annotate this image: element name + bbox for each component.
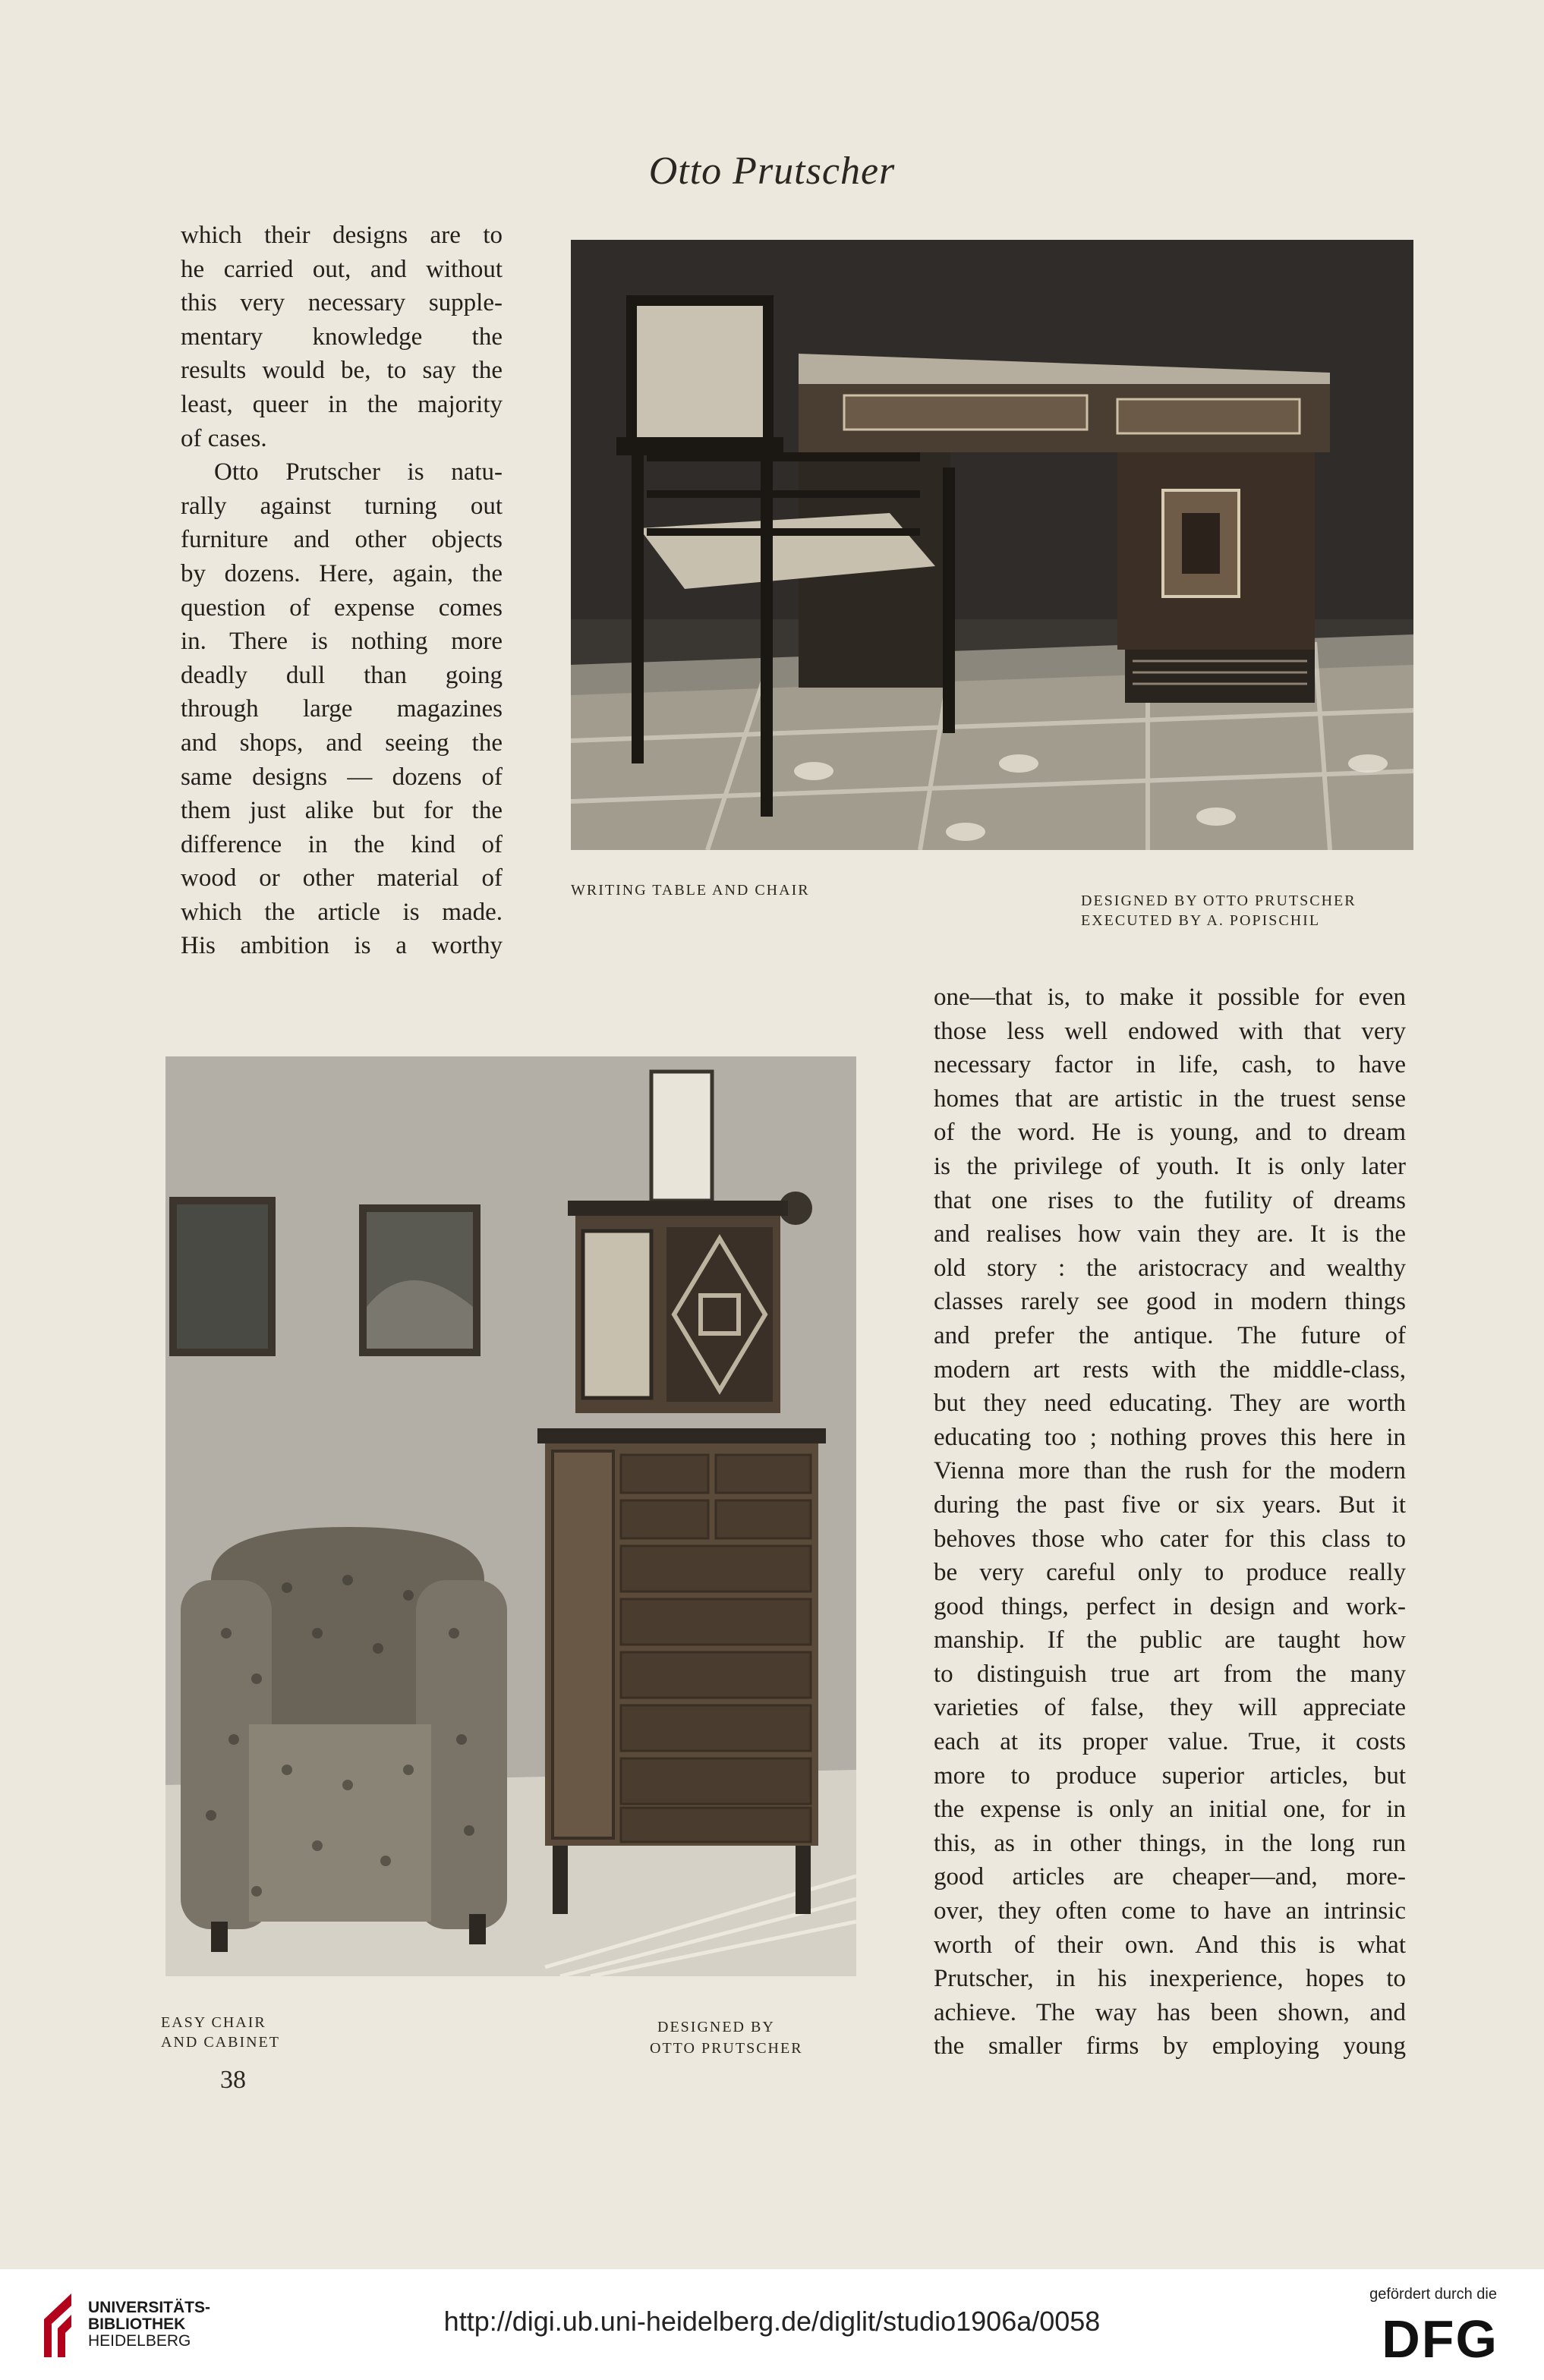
text-line: over, they often come to have an intrinsic [934,1897,1406,1925]
figure-1-caption-right-2: EXECUTED BY A. POPISCHIL [1081,912,1321,929]
text-line: them just alike but for the [181,797,503,825]
figure-2-caption-right-1: DESIGNED BY [657,2019,775,2035]
source-url-link[interactable]: http://digi.ub.uni-heidelberg.de/diglit/studio1906a/0058 [443,2306,1101,2337]
text-line: in. There is nothing more [181,628,503,656]
running-head: Otto Prutscher [648,150,896,193]
digital-library-footer [0,2269,1544,2380]
text-line: of the word. He is young, and to dream [934,1119,1406,1147]
right-text-column [934,981,1406,2064]
text-line: modern art rests with the middle-class, [934,1355,1406,1384]
text-line: least, queer in the majority [181,390,503,418]
text-line: difference in the kind of [181,830,503,858]
text-line: same designs — dozens of [181,763,503,791]
text-line: classes rarely see good in modern things [934,1288,1406,1316]
text-line: each at its proper value. True, it costs [934,1728,1406,1756]
text-line: which their designs are to [181,222,503,249]
text-line: His ambition is a worthy [181,932,503,960]
text-line: furniture and other objects [181,526,503,554]
text-line: more to produce superior articles, but [934,1761,1406,1790]
text-line: deadly dull than going [181,661,503,689]
left-text-column [181,219,503,963]
text-line: necessary factor in life, cash, to have [934,1051,1406,1079]
text-line: he carried out, and without [181,255,503,283]
text-line: during the past five or six years. But it [934,1491,1406,1519]
text-line: question of expense comes [181,593,503,622]
text-line: good articles are cheaper—and, more- [934,1863,1406,1891]
text-line: the smaller firms by employing young [934,2032,1406,2060]
text-line: to distinguish true art from the many [934,1660,1406,1688]
text-line: manship. If the public are taught how [934,1626,1406,1654]
text-line: Prutscher, in his inexperience, hopes to [934,1965,1406,1993]
text-line: wood or other material of [181,864,503,892]
easy-chair-cabinet-illustration [165,1056,856,1976]
text-line: homes that are artistic in the truest sense [934,1085,1406,1113]
text-line: and shops, and seeing the [181,729,503,757]
text-line: be very careful only to produce really [934,1559,1406,1587]
text-line: which the article is made. [181,898,503,926]
text-line: behoves those who cater for this class to [934,1525,1406,1553]
text-line: by dozens. Here, again, the [181,559,503,587]
text-line: that one rises to the futility of dreams [934,1186,1406,1214]
page-number: 38 [220,2066,246,2094]
library-line-1: UNIVERSITÄTS- [88,2299,211,2316]
text-line: through large magazines [181,695,503,723]
library-line-3: HEIDELBERG [88,2332,191,2350]
text-line: those less well endowed with that very [934,1017,1406,1045]
text-line: of cases. [181,424,267,452]
text-line: and realises how vain they are. It is the [934,1220,1406,1248]
writing-table-illustration [571,240,1413,850]
text-line: but they need educating. They are worth [934,1390,1406,1418]
text-line: achieve. The way has been shown, and [934,1998,1406,2026]
text-line: Otto Prutscher is natu- [214,458,503,486]
text-line: mentary knowledge the [181,323,503,351]
easy-chair-cabinet-photo [165,1056,856,1976]
text-line: results would be, to say the [181,357,503,385]
figure-1-caption-right-1: DESIGNED BY OTTO PRUTSCHER [1081,892,1357,909]
text-line: this, as in other things, in the long run [934,1829,1406,1857]
figure-2-caption-right-2: OTTO PRUTSCHER [650,2040,803,2057]
text-line: rally against turning out [181,492,503,520]
text-line: is the privilege of youth. It is only later [934,1152,1406,1180]
figure-2-caption-left-2: AND CABINET [161,2034,280,2051]
funder-note: gefördert durch die [1369,2286,1497,2303]
text-line: one—that is, to make it possible for even [934,984,1406,1011]
figure-2-caption-left-1: EASY CHAIR [161,2014,266,2031]
text-line: the expense is only an initial one, for in [934,1796,1406,1824]
writing-table-photo [571,240,1413,850]
dfg-logo: DFG [1382,2309,1498,2369]
text-line: this very necessary supple- [181,289,503,317]
text-line: and prefer the antique. The future of [934,1321,1406,1349]
library-line-2: BIBLIOTHEK [88,2315,186,2333]
text-line: worth of their own. And this is what [934,1931,1406,1959]
text-line: educating too ; nothing proves this here in [934,1423,1406,1451]
text-line: varieties of false, they will appreciate [934,1694,1406,1722]
text-line: good things, perfect in design and work- [934,1592,1406,1620]
text-line: old story : the aristocracy and wealthy [934,1254,1406,1282]
figure-1-caption-left: WRITING TABLE AND CHAIR [571,882,810,899]
text-line: Vienna more than the rush for the modern [934,1457,1406,1485]
